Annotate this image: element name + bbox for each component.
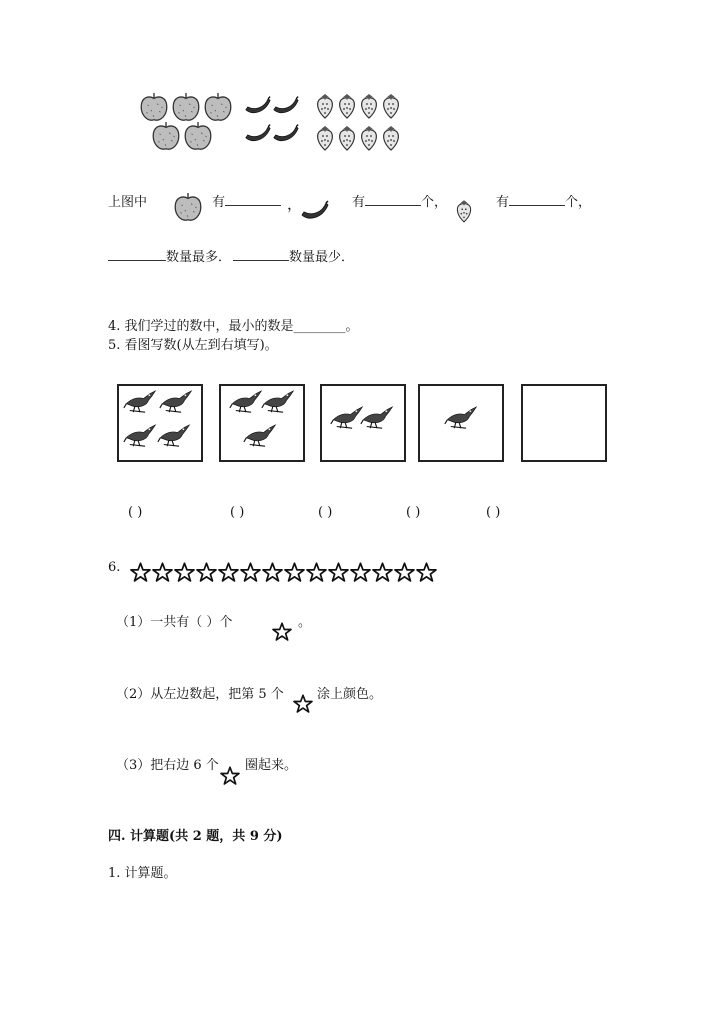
apple-icon xyxy=(150,121,182,153)
q6-sub3-end: 圈起来。 xyxy=(245,758,298,773)
bird-icon xyxy=(243,422,277,450)
star-icon[interactable] xyxy=(174,562,195,583)
strawberry-icon xyxy=(336,92,358,120)
star-icon[interactable] xyxy=(416,562,437,583)
picture-box xyxy=(117,384,203,462)
question-6-number: 6. xyxy=(108,560,121,575)
section-title: 四. 计算题(共 2 题，共 9 分) xyxy=(108,829,283,844)
bird-icon xyxy=(444,404,478,432)
q3-most-least: 数量最多． 数量最少． xyxy=(108,246,354,265)
strawberry-icon xyxy=(358,92,380,120)
apple-icon xyxy=(182,121,214,153)
strawberry-icon xyxy=(455,198,473,224)
strawberry-icon xyxy=(380,92,402,120)
picture-box xyxy=(219,384,305,462)
q6-sub1-end: 。 xyxy=(298,615,312,630)
q3-has-strawberries: 有 个， xyxy=(496,195,592,210)
answer-blank[interactable] xyxy=(225,193,281,206)
banana-icon xyxy=(244,124,272,144)
banana-icon xyxy=(300,200,330,222)
star-icon[interactable] xyxy=(262,562,283,583)
apple-icon xyxy=(138,92,170,124)
star-icon xyxy=(220,766,240,786)
bird-icon xyxy=(123,422,157,450)
picture-box xyxy=(320,384,406,462)
q3-prefix: 上图中 xyxy=(108,195,148,210)
apple-icon xyxy=(170,92,202,124)
star-icon[interactable] xyxy=(372,562,393,583)
strawberry-icon xyxy=(314,92,336,120)
q6-sub1: （1）一共有（ ）个 xyxy=(116,615,233,630)
bird-icon xyxy=(261,388,295,416)
answer-paren[interactable]: ( ) xyxy=(318,505,333,520)
star-icon[interactable] xyxy=(328,562,349,583)
q6-sub2: （2）从左边数起，把第 5 个 xyxy=(116,687,284,702)
strawberry-icon xyxy=(380,124,402,152)
bird-icon xyxy=(360,404,394,432)
picture-box xyxy=(418,384,504,462)
picture-box-empty xyxy=(521,384,607,462)
bird-icon xyxy=(123,388,157,416)
q6-sub3: （3）把右边 6 个 xyxy=(116,758,219,773)
bird-icon xyxy=(330,404,364,432)
answer-paren[interactable]: ( ) xyxy=(486,505,501,520)
banana-icon xyxy=(272,96,300,116)
answer-blank[interactable] xyxy=(108,248,166,261)
answer-paren[interactable]: ( ) xyxy=(230,505,245,520)
q6-sub2-end: 涂上颜色。 xyxy=(317,687,383,702)
answer-paren[interactable]: ( ) xyxy=(406,505,421,520)
star-icon[interactable] xyxy=(284,562,305,583)
bird-icon xyxy=(229,388,263,416)
answer-blank[interactable] xyxy=(509,193,565,206)
question-5: 5. 看图写数(从左到右填写)。 xyxy=(108,338,278,353)
q3-comma: ， xyxy=(287,195,303,213)
strawberry-icon xyxy=(336,124,358,152)
star-icon[interactable] xyxy=(218,562,239,583)
strawberry-icon xyxy=(314,124,336,152)
star-icon[interactable] xyxy=(306,562,327,583)
bird-icon xyxy=(159,388,193,416)
star-icon xyxy=(272,622,292,642)
apple-icon xyxy=(172,192,204,224)
star-icon[interactable] xyxy=(196,562,217,583)
strawberry-icon xyxy=(358,124,380,152)
star-icon[interactable] xyxy=(240,562,261,583)
q3-has-bananas: 有 个， xyxy=(352,195,448,210)
apple-icon xyxy=(202,92,234,124)
q3-has-apples: 有 xyxy=(212,191,281,210)
answer-blank[interactable] xyxy=(233,248,289,261)
bird-icon xyxy=(157,422,191,450)
banana-icon xyxy=(272,124,300,144)
star-icon[interactable] xyxy=(394,562,415,583)
star-icon[interactable] xyxy=(350,562,371,583)
star-icon xyxy=(293,694,313,714)
answer-paren[interactable]: ( ) xyxy=(128,505,143,520)
star-icon[interactable] xyxy=(152,562,173,583)
banana-icon xyxy=(244,96,272,116)
answer-blank[interactable] xyxy=(365,193,421,206)
question-4: 4. 我们学过的数中，最小的数是________。 xyxy=(108,319,359,334)
star-row xyxy=(130,562,438,583)
star-icon[interactable] xyxy=(130,562,151,583)
section-4-question-1: 1. 计算题。 xyxy=(108,866,177,881)
